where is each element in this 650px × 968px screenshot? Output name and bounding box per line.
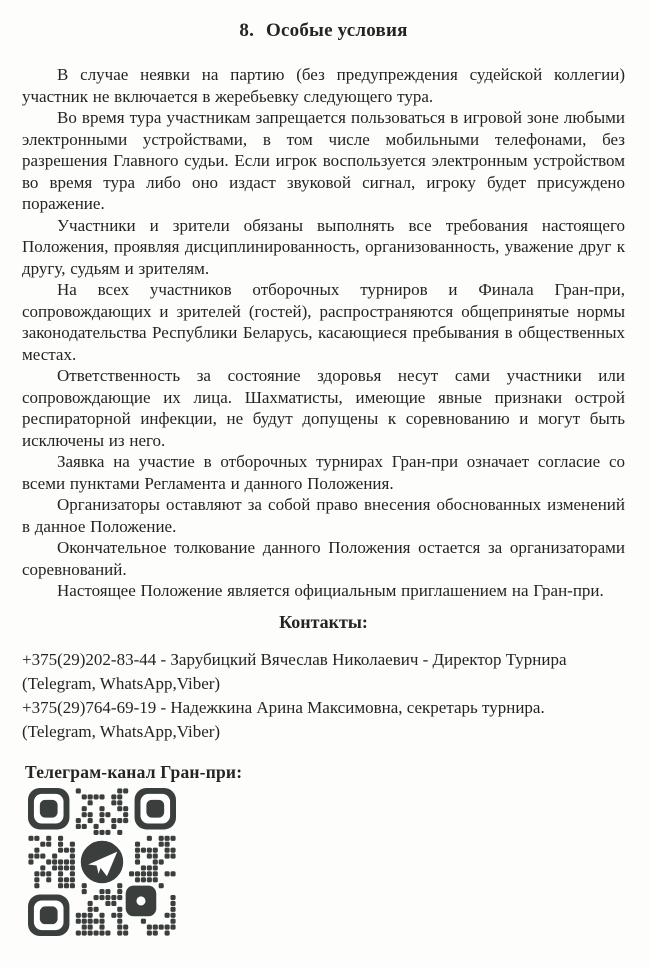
- telegram-qr-container: [25, 788, 625, 936]
- paragraph: Организаторы оставляют за собой право внесения обоснованных изменений в данное Положение.: [22, 495, 625, 536]
- contacts-block: [22, 648, 625, 744]
- paragraph: Участники и зрители обязаны выполнять все требования настоящего Положения, проявляя дисциплинированность, организованность, уважение друг к другу, судьям и зрителям.: [22, 215, 625, 278]
- paragraph: Заявка на участие в отборочных турнирах Гран-при означает согласие со всеми пунктами Регламента и данного Положения.: [22, 452, 625, 493]
- paragraph: Во время тура участникам запрещается пользоваться в игровой зоне любыми электронными устройствами, в том числе мобильными телефонами, без разрешения Главного судьи. Если игрок воспользуется электронным устройством во время тура либо оно издаст звуковой сигнал, игроку будет присуждено поражение.: [22, 108, 625, 213]
- section-number: 8.: [239, 20, 255, 41]
- page-title: [22, 18, 625, 44]
- paragraph: Настоящее Положение является официальным приглашением на Гран-при.: [57, 581, 604, 600]
- paragraph: В случае неявки на партию (без предупреждения судейской коллегии) участник не включается в жеребьевку следующего тура.: [22, 65, 625, 106]
- contact-messengers-line: (Telegram, WhatsApp,Viber): [22, 721, 221, 741]
- contact-messengers-line: (Telegram, WhatsApp,Viber): [22, 673, 221, 693]
- section-title-text: Особые условия: [266, 20, 408, 41]
- telegram-channel-heading: Телеграм-канал Гран-при:: [25, 761, 243, 782]
- contact-phone-line: +375(29)202-83-44 - Зарубицкий Вячеслав Николаевич - Директор Турнира: [22, 649, 567, 669]
- telegram-qr-code: [25, 788, 179, 936]
- contact-phone-line: +375(29)764-69-19 - Надежкина Арина Максимовна, секретарь турнира.: [22, 697, 545, 717]
- contacts-heading: Контакты:: [279, 611, 368, 632]
- paragraph: Окончательное толкование данного Положения остается за организаторами соревнований.: [22, 538, 625, 579]
- paragraph: Ответственность за состояние здоровья несут сами участники или сопровождающие их лица. Шахматисты, имеющие явные признаки острой респираторной инфекции, не будут допущены к соревнованию и могут быть исключены из него.: [22, 366, 625, 450]
- paragraph: На всех участников отборочных турниров и Финала Гран-при, сопровождающих и зрителей (гостей), распространяются общепринятые нормы законодательства Республики Беларусь, касающиеся пребывания в общественных местах.: [22, 280, 625, 364]
